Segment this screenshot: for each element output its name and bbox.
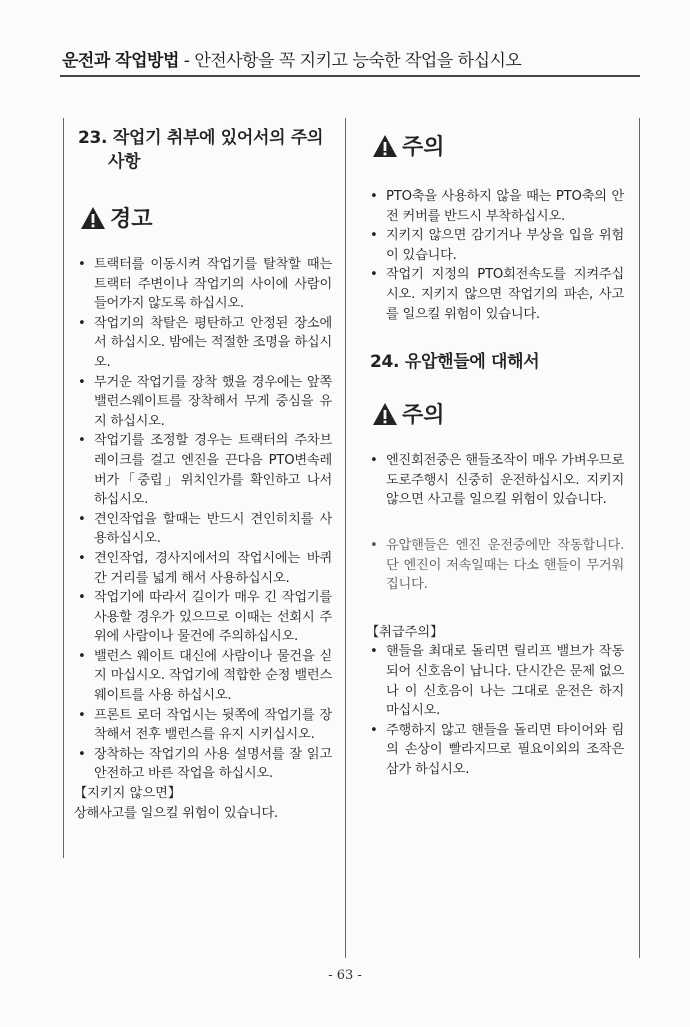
list-item: • 견인작업을 할때는 반드시 견인히치를 사용하십시오. — [76, 510, 332, 549]
list-item: • 무거운 작업기를 장착 했을 경우에는 앞쪽 밸런스웨이트를 장착해서 무게 중심을 유지 하십시오. — [76, 373, 332, 432]
list-item: • 핸들을 최대로 돌리면 릴리프 밸브가 작동되어 신호음이 납니다. 단시간은 문제 없으나 이 신호음이 나는 그대로 운전은 하지 마십시오. — [368, 642, 624, 720]
right-column — [362, 120, 624, 779]
handling-note-list — [362, 642, 624, 779]
list-item: • 지키지 않으면 감기거나 부상을 입을 위험이 있습니다. — [368, 226, 624, 265]
header-rule — [60, 75, 640, 77]
list-item: • PTO축을 사용하지 않을 때는 PTO축의 안전 커버를 반드시 부착하십시오. — [368, 187, 624, 226]
caution-label: 주의 — [402, 135, 445, 160]
pto-caution-list — [362, 187, 624, 324]
list-item: • 엔진회전중은 핸들조작이 매우 가벼우므로 도로주행시 신중히 운전하십시오. 지키지 않으면 사고를 일으킬 위험이 있습니다. — [368, 451, 624, 510]
list-item: • 프론트 로더 작업시는 뒷쪽에 작업기를 장착해서 전후 밸런스를 유지 시키십시오. — [76, 706, 332, 745]
list-item: • 작업기를 조정할 경우는 트랙터의 주차브레이크를 걸고 엔진을 끈다음 PTO변속레버가「중립」위치인가를 확인하고 나서 하십시오. — [76, 431, 332, 509]
note-body: 상해사고를 일으킬 위험이 있습니다. — [74, 805, 279, 821]
note-heading: 【지키지 않으면】 — [74, 786, 182, 802]
caution-triangle-icon — [372, 402, 398, 426]
caution-triangle-icon — [372, 134, 398, 158]
list-item: • 견인작업, 경사지에서의 작업시에는 바퀴간 거리를 넓게 해서 사용하십시오. — [76, 549, 332, 588]
header-title-bold: 운전과 작업방법 — [62, 51, 179, 71]
list-item: • 작업기에 따라서 길이가 매우 긴 작업기를 사용할 경우가 있으므로 이때는 선회시 주위에 사람이나 물건에 주의하십시오. — [76, 588, 332, 647]
left-column-rule — [63, 118, 64, 858]
hydraulic-caution-list — [362, 451, 624, 510]
section-title-24: 24. 유압핸들에 대해서 — [370, 352, 540, 373]
list-item: • 주행하지 않고 핸들을 돌리면 타이어와 림의 손상이 빨라지므로 필요이외의 조작은 삼가 하십시오. — [368, 721, 624, 780]
list-item: • 유압핸들은 엔진 운전중에만 작동합니다. 단 엔진이 저속일때는 다소 핸들이 무거워집니다. — [368, 536, 624, 595]
warning-label: 경고 — [110, 207, 153, 232]
hydraulic-info-list — [362, 536, 624, 595]
section-title-23: 23. 작업기 취부에 있어서의 주의사항 — [78, 128, 324, 172]
center-column-rule — [345, 118, 346, 958]
left-column — [70, 120, 332, 823]
warning-alert — [80, 202, 332, 233]
header-title-rest: - 안전사항을 꼭 지키고 능숙한 작업을 하십시오 — [178, 51, 522, 71]
handling-note-heading: 【취급주의】 — [366, 624, 444, 640]
list-item: • 작업기의 착탈은 평탄하고 안정된 장소에서 하십시오. 밤에는 적절한 조명을 하십시오. — [76, 314, 332, 373]
list-item: • 밸런스 웨이트 대신에 사람이나 물건을 싣지 마십시오. 작업기에 적합한 순정 밸런스 웨이트를 사용 하십시오. — [76, 647, 332, 706]
list-item: • 장착하는 작업기의 사용 설명서를 잘 읽고 안전하고 바른 작업을 하십시오. — [76, 745, 332, 784]
caution-alert-pto — [372, 130, 624, 161]
caution-label: 주의 — [402, 403, 445, 429]
list-item: • 트랙터를 이동시켜 작업기를 탈착할 때는 트랙터 주변이나 작업기의 사이에 사람이 들어가지 않도록 하십시오. — [76, 255, 332, 314]
page-header — [62, 46, 632, 71]
warning-list — [70, 255, 332, 784]
warning-triangle-icon — [80, 206, 106, 230]
right-column-rule — [639, 118, 640, 958]
page-number: - 63 - — [328, 968, 362, 983]
list-item: • 작업기 지정의 PTO회전속도를 지켜주십시오. 지키지 않으면 작업기의 파손, 사고를 일으킬 위험이 있습니다. — [368, 265, 624, 324]
caution-alert-hydraulic — [372, 398, 624, 429]
